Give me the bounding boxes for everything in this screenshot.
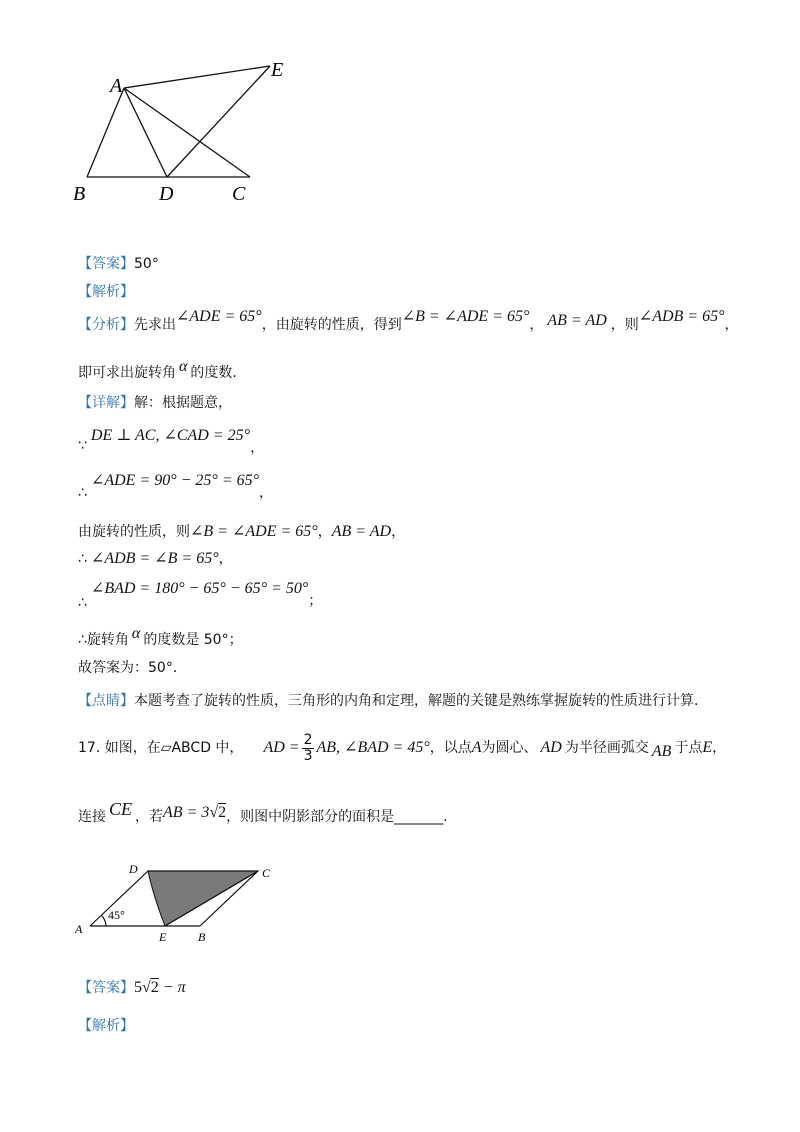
answer-2-tag: 【答案】 <box>78 980 134 996</box>
answer-1 <box>78 253 159 273</box>
sqrt-radicand: 2 <box>218 804 227 821</box>
xiangjie-tag: 【详解】 <box>78 395 134 411</box>
problem-17-text-3: 为圆心、 <box>481 740 538 756</box>
problem-17-math-rhs: AB, ∠BAD = 45° <box>316 739 430 756</box>
therefore-symbol-2: ∴ <box>78 551 87 567</box>
problem-17-math-AD: AD <box>540 739 562 756</box>
fig2-angle-label: 45° <box>108 908 125 922</box>
analysis-tag: 【解析】 <box>78 284 134 300</box>
step-3-text-1: 由旋转的性质，则 <box>78 524 190 540</box>
step-4-math: ∠ADB = ∠B = 65° <box>90 550 219 567</box>
answer-tag: 【答案】 <box>78 256 134 272</box>
fig2-label-A: A <box>75 922 83 936</box>
dianjing-text: 本题考查了旋转的性质，三角形的内角和定理，解题的关键是熟练掌握旋转的性质进行计算. <box>134 693 699 709</box>
fig2-label-D: D <box>129 862 138 876</box>
xiangjie-line <box>78 392 232 412</box>
problem-17-text-6: ， <box>712 740 727 756</box>
problem-17-line2-text-1: 连接 <box>78 809 106 825</box>
fenxi-text-4: ，则 <box>610 317 639 333</box>
problem-17-line-1 <box>78 728 726 768</box>
fig2-label-E: E <box>159 930 167 944</box>
final-answer-line: 故答案为：50°． <box>78 660 187 676</box>
answer-2-radicand: 2 <box>150 979 159 996</box>
point-label-A: A <box>110 75 123 97</box>
fig2-label-C: C <box>262 866 271 880</box>
answer-value: 50° <box>134 256 159 272</box>
therefore-symbol-3: ∴ <box>78 595 87 611</box>
problem-17-text-2: ，以点 <box>429 740 472 756</box>
fraction-numerator: 2 <box>303 731 313 748</box>
step-1 <box>78 425 265 456</box>
step-3-math-1: ∠B = ∠ADE = 65° <box>190 523 318 540</box>
alpha-symbol-2: α <box>131 625 141 642</box>
figure-rotation-triangle <box>60 50 310 210</box>
dianjing-tag: 【点睛】 <box>78 693 134 709</box>
analysis-2-tag: 【解析】 <box>78 1018 134 1034</box>
answer-2-value <box>134 979 186 996</box>
figure-parallelogram <box>70 855 300 950</box>
answer-2-coefficient: 5 <box>134 979 142 996</box>
point-label-B: B <box>73 183 86 205</box>
step-4 <box>78 548 233 568</box>
problem-17-line2-text-3: ，则图中阴影部分的面积是_______. <box>226 809 448 825</box>
fenxi-math-1: ∠ADE = 65° <box>176 308 262 325</box>
point-label-E: E <box>271 59 284 81</box>
therefore-symbol: ∴ <box>78 485 87 501</box>
fenxi-math-2: ∠B = ∠ADE = 65° <box>401 308 530 325</box>
fenxi-tag: 【分析】 <box>78 317 134 333</box>
point-label-D: D <box>159 183 174 205</box>
step-6 <box>78 625 243 649</box>
shaded-region <box>148 871 258 926</box>
problem-17-math-AB-prefix: AB = 3 <box>163 804 210 821</box>
fenxi-text-2: ，由旋转的性质，得到 <box>261 317 402 333</box>
problem-17-line-2 <box>78 799 448 826</box>
step-5-math: ∠BAD = 180° − 65° − 65° = 50° <box>90 580 309 597</box>
problem-17-line2-text-2: ，若 <box>135 809 164 825</box>
fraction-denominator: 3 <box>303 747 313 764</box>
step-4-text: ， <box>218 551 233 567</box>
analysis-line-2 <box>78 358 237 382</box>
fraction-two-thirds <box>302 733 315 764</box>
answer-2 <box>78 977 186 997</box>
line2-text-1: 即可求出旋转角 <box>78 365 176 381</box>
step-2 <box>78 470 274 501</box>
step-2-math: ∠ADE = 90° − 25° = 65° <box>90 472 260 489</box>
fenxi-text-5: ， <box>724 317 739 333</box>
step-1-math: DE ⊥ AC, ∠CAD = 25° <box>90 427 251 444</box>
fig2-label-B: B <box>198 930 206 944</box>
fenxi-text-3: ， <box>529 317 544 333</box>
step-5 <box>78 578 323 611</box>
dianjing-line <box>78 690 698 710</box>
step-6-text-1: 旋转角 <box>86 632 129 648</box>
problem-17-math-AB-value <box>163 804 226 821</box>
point-label-C: C <box>232 183 246 205</box>
problem-17-text-1: 17. 如图，在▱ABCD 中， <box>78 740 244 756</box>
problem-17-point-A: A <box>471 739 482 756</box>
problem-17-point-E: E <box>702 739 713 756</box>
analysis-line-1 <box>78 308 739 334</box>
problem-17-math-CE: CE <box>109 799 133 819</box>
alpha-symbol: α <box>179 358 188 375</box>
step-1-comma: ， <box>250 440 265 456</box>
problem-17-math-AB: AB <box>651 743 672 760</box>
step-5-text: ； <box>308 593 323 609</box>
answer-2-sqrt-symbol: √ <box>142 979 151 996</box>
step-3-text-2: ， <box>317 524 332 540</box>
step-3 <box>78 521 405 541</box>
problem-17-math-lhs: AD = <box>263 739 300 756</box>
sqrt-symbol: √ <box>209 804 219 821</box>
problem-17-text-4: 为半径画弧交 <box>564 740 649 756</box>
fenxi-math-3: AB = AD <box>547 312 607 329</box>
fenxi-math-4: ∠ADB = 65° <box>638 308 725 325</box>
therefore-symbol-4: ∴ <box>78 632 87 648</box>
fenxi-text-1: 先求出 <box>134 317 176 333</box>
because-symbol: ∵ <box>78 438 87 454</box>
step-3-text-3: ， <box>391 524 406 540</box>
problem-17-text-5: 于点 <box>674 740 703 756</box>
step-6-text-2: 的度数是 50°； <box>143 632 243 648</box>
line2-text-2: 的度数. <box>190 365 237 381</box>
step-3-math-2: AB = AD <box>331 523 392 540</box>
answer-2-minus-pi: − π <box>158 979 186 996</box>
xiangjie-text: 解：根据题意， <box>134 395 232 411</box>
step-2-comma: ， <box>259 485 274 501</box>
